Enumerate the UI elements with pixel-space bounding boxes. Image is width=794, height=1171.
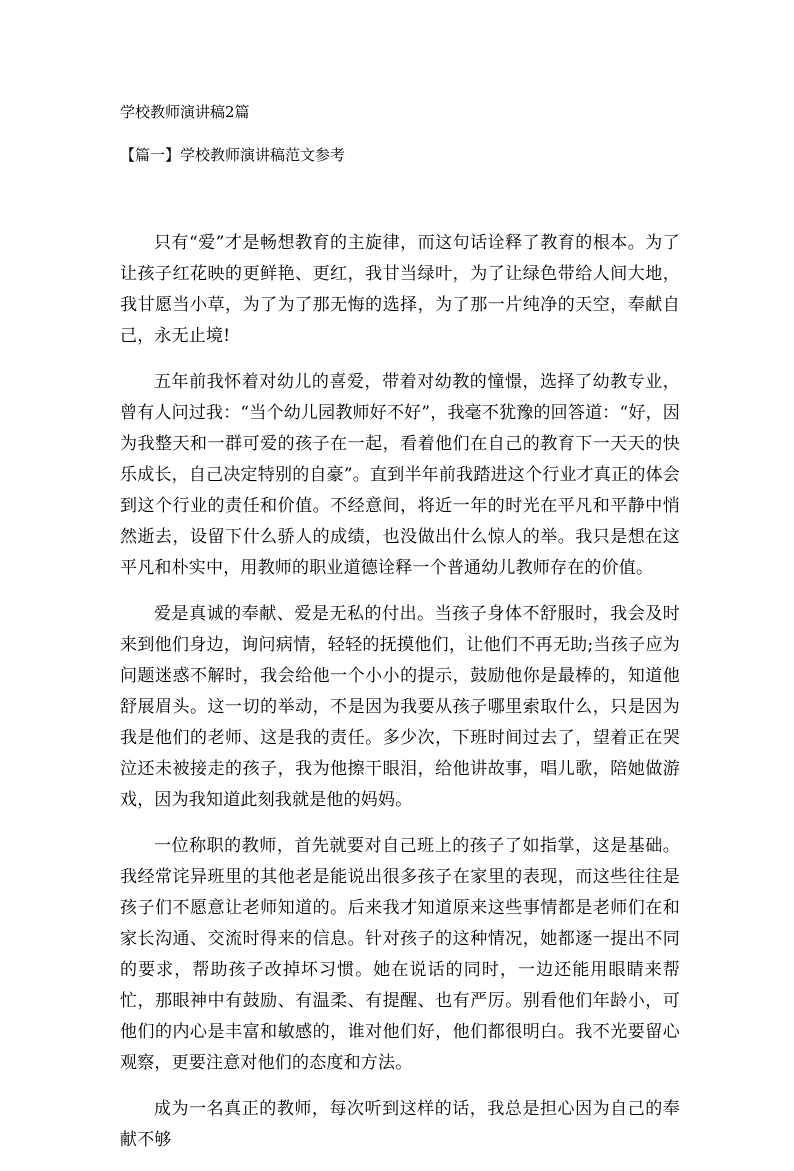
paragraph: 爱是真诚的奉献、爱是无私的付出。当孩子身体不舒服时，我会及时来到他们身边，询问病情，轻轻的抚摸他们，让他们不再无助;当孩子应为问题迷惑不解时，我会给他一个小小的提示，鼓励他你是最棒的，知道他舒展眉头。这一切的举动，不是因为我要从孩子哪里索取什么，只是因为我是他们的老师、这是我的责任。多少次，下班时间过去了，望着正在哭泣还未被接走的孩子，我为他擦干眼泪，给他讲故事，唱儿歌，陪她做游戏，因为我知道此刻我就是他的妈妈。 [120, 604, 680, 810]
section-title: 【篇一】学校教师演讲稿范文参考 [120, 146, 346, 164]
paragraph: 只有“爱”才是畅想教育的主旋律，而这句话诠释了教育的根本。为了让孩子红花映的更鲜艳、更红，我甘当绿叶，为了让绿色带给人间大地，我甘愿当小草，为了为了那无悔的选择，为了那一片纯净的天空，奉献自己，永无止境! [120, 233, 680, 346]
paragraph: 成为一名真正的教师，每次听到这样的话，我总是担心因为自己的奉献不够 [120, 1099, 680, 1150]
paragraph: 一位称职的教师，首先就要对自己班上的孩子了如指掌，这是基础。我经常诧异班里的其他老是能说出很多孩子在家里的表现，而这些往往是孩子们不愿意让老师知道的。后来我才知道原来这些事情都是老师们在和家长沟通、交流时得来的信息。针对孩子的这种情况，她都逐一提出不同的要求，帮助孩子改掉坏习惯。她在说话的同时，一边还能用眼睛来帮忙，那眼神中有鼓励、有温柔、有提醒、也有严厉。别看他们年龄小，可他们的内心是丰富和敏感的，谁对他们好，他们都很明白。我不光要留心观察，更要注意对他们的态度和方法。 [120, 836, 680, 1073]
document-body [120, 228, 680, 1171]
paragraph: 五年前我怀着对幼儿的喜爱，带着对幼教的憧憬，选择了幼教专业，曾有人问过我：“当个幼儿园教师好不好”，我毫不犹豫的回答道：“好，因为我整天和一群可爱的孩子在一起，看着他们在自己的教育下一天天的快乐成长，自己决定特别的自豪”。直到半年前我踏进这个行业才真正的体会到这个行业的责任和价值。不经意间，将近一年的时光在平凡和平静中悄然逝去，设留下什么骄人的成绩，也没做出什么惊人的举。我只是想在这平凡和朴实中，用教师的职业道德诠释一个普通幼儿教师存在的价值。 [120, 372, 680, 578]
document-title: 学校教师演讲稿2篇 [120, 103, 250, 121]
